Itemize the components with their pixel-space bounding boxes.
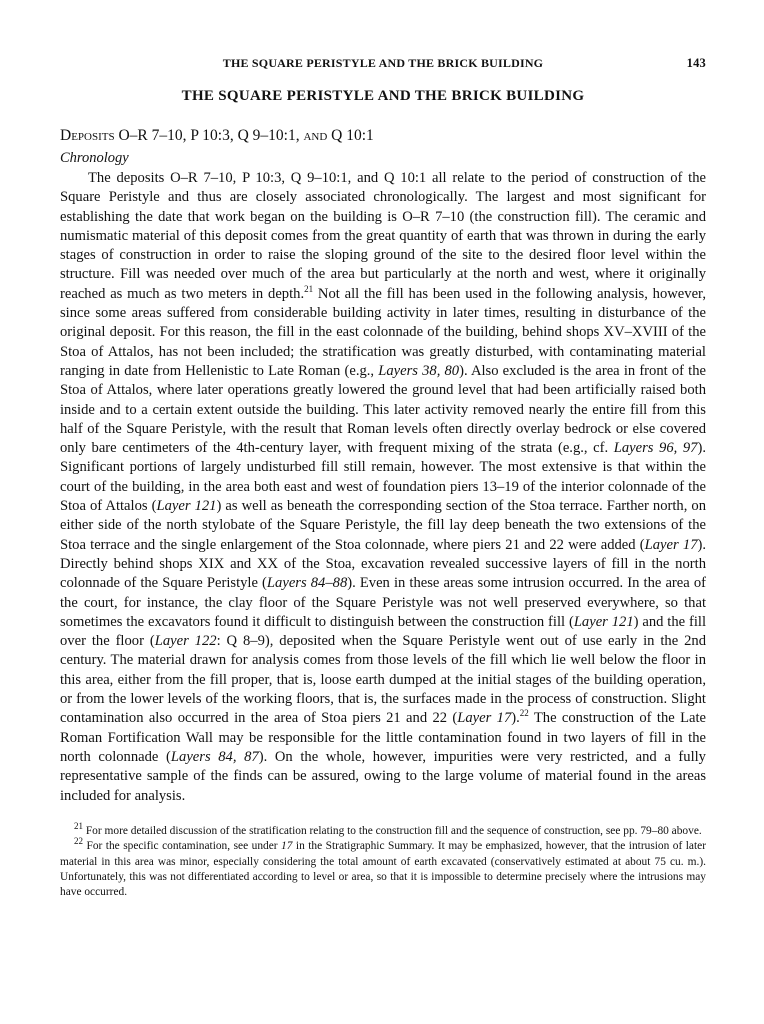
document-page: [60, 56, 706, 901]
body-text-segment: ). Significant portions of largely undisturbed fill still remain, however. The most extensive is that within the court of the building, in the area both east and west of foundation piers 13–19 of the interior colonnade of the Stoa of Attalos (: [60, 440, 706, 515]
body-text-segment: ) as well as beneath the corresponding section of the Stoa terrace. Farther north, on either side of the north stylobate of the Square Peristyle, the fill lay deep beneath the two extensions of the Stoa terrace and the single enlargement of the Stoa colonnade, where piers 21 and 22 were added (: [60, 498, 706, 553]
body-text-segment: ) and the fill over the floor (: [60, 613, 707, 650]
body-text-segment: ). Also excluded is the area in front of the Stoa of Attalos, where later operations greatly lowered the ground level that had been artificially raised both inside and to a certain extent outside the building. This later activity removed nearly the entire fill from this half of the Square Peristyle, with the result that Roman levels often directly overlay bedrock or else covered only bare centimeters of the 4th-century layer, with frequent mixing of the strata (e.g., cf.: [60, 362, 706, 457]
body-text-segment: ). Directly behind shops XIX and XX of the Stoa, excavation revealed successive layers of fill in the north colonnade of the Square Peristyle (: [60, 536, 707, 592]
footnote-text: in the Stratigraphic Summary. It may be emphasized, however, that the intrusion of later material in this area was minor, especially considering the total amount of earth excavated (conservatively estimated at about 75 cu. m.). Unfortunately, this was not differentiated according to level or area, so that it is impossible to determine precisely where the intrusions may have occurred.: [60, 840, 706, 899]
running-head: [60, 56, 706, 76]
body-text-segment: ). Even in these areas some intrusion occurred. In the area of the court, for instance, the clay floor of the Square Peristyle was not well preserved everywhere, so that sometimes the excavators found it difficult to distinguish between the construction fill (: [60, 575, 706, 630]
footnote-number: 21: [74, 821, 83, 831]
layer-reference: Layers 96, 97: [613, 440, 698, 457]
footnote-reference-22[interactable]: 22: [519, 708, 529, 719]
layer-reference: Layers 84–88: [266, 575, 348, 592]
layer-reference: Layer 122: [154, 633, 217, 650]
body-text-segment: Not all the fill has been used in the following analysis, however, since some areas suffered from considerable building activity in later times, resulting in disturbance of the original deposit. For this reason, the fill in the east colonnade of the building, behind shops XV–XVIII of the Stoa of Attalos, has not been included; the stratification was greatly disturbed, with contaminating material ranging in date from Hellenistic to Late Roman (e.g.,: [60, 285, 706, 379]
layer-reference: Layer 121: [573, 613, 634, 630]
running-head-title: THE SQUARE PERISTYLE AND THE BRICK BUILDING: [222, 56, 544, 70]
layer-reference: Layer 121: [156, 498, 217, 515]
section-heading: Deposits O–R 7–10, P 10:3, Q 9–10:1, and Q 10:1: [60, 127, 374, 144]
chapter-title: THE SQUARE PERISTYLE AND THE BRICK BUILDING: [181, 88, 585, 104]
footnote-number: 22: [74, 836, 83, 847]
sub-heading: Chronology: [60, 150, 129, 166]
body-paragraph: [60, 169, 706, 806]
layer-reference: Layer 17: [457, 710, 512, 727]
footnote-text: For more detailed discussion of the stratification relating to the construction fill and the sequence of construction, see pp. 79–80 above.: [83, 824, 702, 837]
page-number: 143: [686, 56, 706, 70]
footnote-21: [60, 821, 706, 839]
footnotes-section: [60, 821, 706, 901]
body-text-segment: ). On the whole, however, impurities were very restricted, and a fully representative sample of the finds can be assured, owing to the large volume of material found in the areas included for analysis.: [60, 748, 706, 804]
body-text-segment: ).: [511, 710, 520, 727]
body-text-segment: : Q 8–9), deposited when the Square Peristyle went out of use early in the 2nd century. The material drawn for analysis comes from those levels of the fill which lie well below the floor in this area, either from the fill proper, that is, loose earth dumped at the initial stages of the building operation, or from the lower levels of the working floors, that is, the surfaces made in the process of construction. Slight contamination also occurred in the area of Stoa piers 21 and 22 (: [60, 633, 707, 727]
footnote-reference-21[interactable]: 21: [304, 283, 314, 294]
layer-reference: Layers 38, 80: [378, 362, 460, 379]
footnote-text: For the specific contamination, see under: [83, 840, 282, 853]
body-text-segment: The deposits O–R 7–10, P 10:3, Q 9–10:1, and Q 10:1 all relate to the period of construction of the Square Peristyle and thus are closely associated chronologically. The largest and most significant for establishing the date that work began on the building is O–R 7–10 (the construction fill). The ceramic and numismatic material of this deposit comes from the great quantity of earth that was thrown in during the early stages of construction in order to raise the sloping ground of the site to the desired floor level within the structure. Fill was needed over much of the area but particularly at the north and west, where it originally reached as much as two meters in depth.: [60, 170, 706, 302]
footnote-22: [60, 836, 706, 901]
layer-reference: Layers 84, 87: [170, 748, 259, 765]
footnote-deposit-reference: 17: [281, 840, 293, 853]
layer-reference: Layer 17: [644, 536, 698, 553]
body-text-segment: The construction of the Late Roman Fortification Wall may be responsible for the little contamination found in two layers of fill in the north colonnade (: [60, 710, 706, 765]
